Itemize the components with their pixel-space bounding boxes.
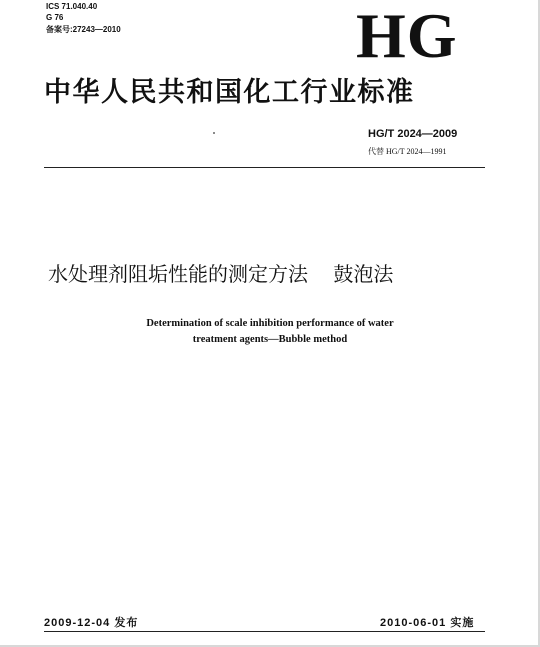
bottom-divider <box>44 631 485 632</box>
title-chinese: 水处理剂阻垢性能的测定方法 鼓泡法 <box>48 262 394 286</box>
effective-date: 2010-06-01 实施 <box>380 617 475 629</box>
title-english-line-1: Determination of scale inhibition performance of water <box>146 318 394 329</box>
issue-date: 2009-12-04 发布 <box>44 617 139 629</box>
replaces-note: 代替 HG/T 2024—1991 <box>368 147 447 156</box>
record-number: 备案号:27243—2010 <box>46 25 121 34</box>
title-english <box>60 316 480 348</box>
standard-type-heading: 中华人民共和国化工行业标准 <box>44 77 415 108</box>
ics-code: ICS 71.040.40 <box>46 2 98 11</box>
title-english-line-2: treatment agents—Bubble method <box>192 334 348 345</box>
top-divider <box>44 167 485 168</box>
speck-mark <box>213 132 215 134</box>
ccs-code: G 76 <box>46 13 64 22</box>
hg-logo: HG <box>356 0 458 71</box>
standard-number: HG/T 2024—2009 <box>368 128 458 140</box>
